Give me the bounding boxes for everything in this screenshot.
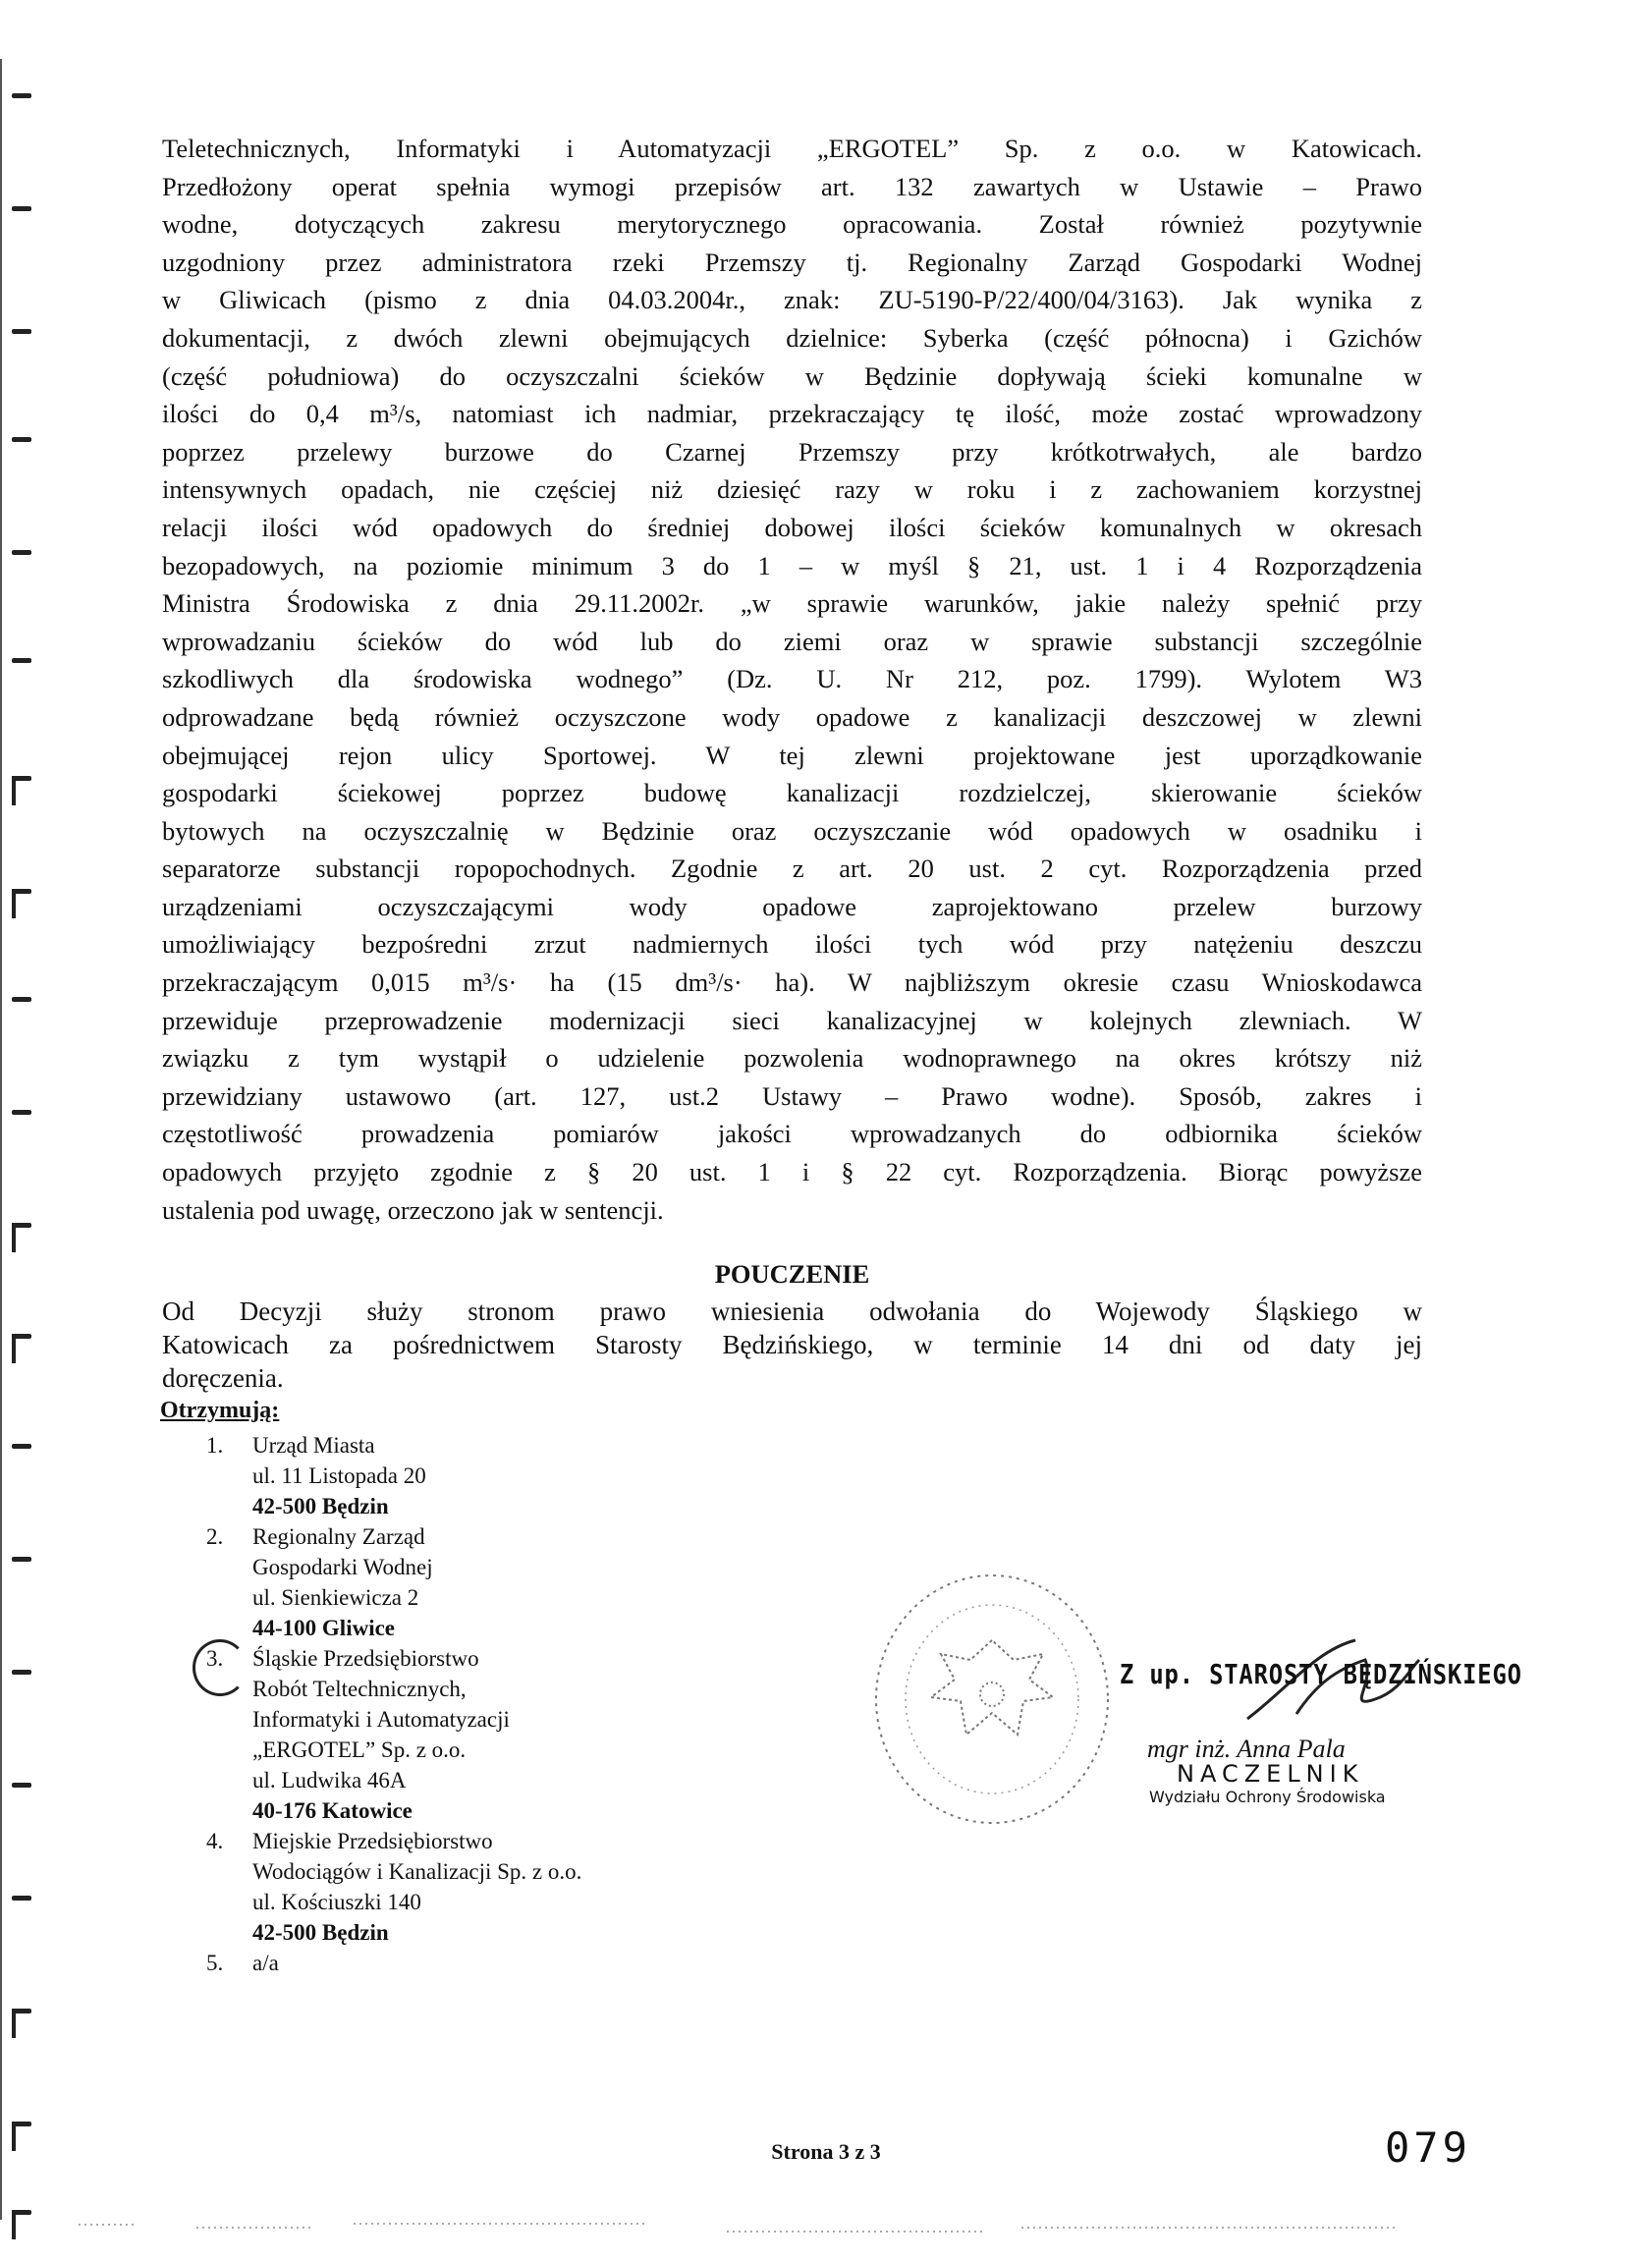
recipient-address-line: Regionalny Zarząd [252, 1524, 425, 1549]
text-line: uzgodniony przez administratora rzeki Przemszy tj. Regionalny Zarząd Gospodarki Wodnej [162, 247, 1422, 277]
punch-mark [12, 1110, 31, 1115]
text-line: intensywnych opadach, nie częściej niż dziesięć razy w roku i z zachowaniem korzystnej [162, 474, 1422, 505]
text-line: (część południowa) do oczyszczalni ścieków w Będzinie dopływają ścieki komunalne w [162, 360, 1422, 391]
official-round-stamp [864, 1562, 1129, 1837]
text-line: obejmującej rejon ulicy Sportowej. W tej zlewni projektowane jest uporządkowanie [162, 740, 1422, 770]
notice-line: Od Decyzji służy stronom prawo wniesienia odwołania do Wojewody Śląskiego w [162, 1296, 1422, 1326]
recipient-number: 1. [206, 1433, 224, 1458]
signer-role: NACZELNIK [1177, 1760, 1364, 1788]
signer-name: mgr inż. Anna Pala [1147, 1735, 1346, 1763]
text-line: separatorze substancji ropopochodnych. Zgodnie z art. 20 ust. 2 cyt. Rozporządzenia przed [162, 854, 1422, 884]
page-edge-line [0, 59, 2, 2220]
text-line: opadowych przyjęto zgodnie z § 20 ust. 1 i § 22 cyt. Rozporządzenia. Biorąc powyższe [162, 1157, 1422, 1187]
signature-block [1120, 1630, 1522, 1827]
recipient-number: 5. [206, 1951, 224, 1975]
text-line: częstotliwość prowadzenia pomiarów jakości wprowadzanych do odbiornika ścieków [162, 1119, 1422, 1149]
recipient-address-line: Miejskie Przedsiębiorstwo [252, 1829, 493, 1853]
punch-mark [12, 1334, 31, 1339]
recipient-postcode-city: 42-500 Będzin [252, 1920, 389, 1945]
recipients-list [196, 1430, 805, 1978]
recipient-number: 2. [206, 1524, 224, 1549]
recipient-address-line: a/a [252, 1951, 279, 1975]
recipient-item [196, 1643, 805, 1826]
text-line: Przedłożony operat spełnia wymogi przepisów art. 132 zawartych w Ustawie – Prawo [162, 171, 1422, 201]
notice-line: Katowicach za pośrednictwem Starosty Będzińskiego, w terminie 14 dni od daty jej [162, 1330, 1422, 1359]
text-line: relacji ilości wód opadowych do średniej dobowej ilości ścieków komunalnych w okresach [162, 512, 1422, 542]
text-line: szkodliwych dla środowiska wodnego” (Dz. U. Nr 212, poz. 1799). Wylotem W3 [162, 664, 1422, 694]
recipient-number: 4. [206, 1829, 224, 1853]
text-line: gospodarki ściekowej poprzez budowę kanalizacji rozdzielczej, skierowanie ścieków [162, 778, 1422, 808]
appeal-notice [162, 1295, 1422, 1395]
punch-mark [12, 2210, 31, 2215]
text-line: umożliwiający bezpośredni zrzut nadmiernych ilości tych wód przy natężeniu deszczu [162, 929, 1422, 960]
punch-mark [12, 1557, 31, 1562]
notice-line: doręczenia. [162, 1363, 284, 1393]
text-line: wodne, dotyczących zakresu merytorycznego opracowania. Został również pozytywnie [162, 209, 1422, 240]
recipient-address-line: Informatyki i Automatyzacji [252, 1707, 510, 1732]
text-line: ilości do 0,4 m³/s, natomiast ich nadmiar, przekraczający tę ilość, może zostać wprowadzony [162, 399, 1422, 429]
document-sheet-number: 079 [1385, 2123, 1471, 2172]
recipient-item [196, 1826, 805, 1948]
signer-department: Wydziału Ochrony Środowiska [1149, 1788, 1386, 1806]
recipient-address-line: ul. Kościuszki 140 [252, 1890, 421, 1914]
punch-mark [12, 1670, 31, 1675]
text-line: bytowych na oczyszczalnię w Będzinie oraz oczyszczanie wód opadowych w osadniku i [162, 815, 1422, 846]
punch-mark [12, 997, 31, 1002]
text-line: dokumentacji, z dwóch zlewni obejmujących dzielnice: Syberka (część północna) i Gzichów [162, 322, 1422, 353]
recipient-address-line: ul. 11 Listopada 20 [252, 1463, 426, 1488]
recipient-address-line: Urząd Miasta [252, 1433, 375, 1458]
recipient-item [196, 1521, 805, 1643]
punch-mark [12, 2122, 31, 2126]
punch-mark [12, 1783, 31, 1788]
recipient-postcode-city: 40-176 Katowice [252, 1798, 413, 1823]
punch-mark [12, 1444, 31, 1449]
text-line: odprowadzane będą również oczyszczone wody opadowe z kanalizacji deszczowej w zlewni [162, 701, 1422, 732]
recipients-label: Otrzymują: [160, 1398, 280, 1423]
recipient-item [196, 1948, 805, 1978]
recipient-address-line: ul. Sienkiewicza 2 [252, 1585, 419, 1610]
punch-mark [12, 2009, 31, 2013]
text-line: urządzeniami oczyszczającymi wody opadowe zaprojektowano przelew burzowy [162, 891, 1422, 921]
binder-margin [0, 0, 39, 2261]
text-line: wprowadzaniu ścieków do wód lub do ziemi oraz w sprawie substancji szczególnie [162, 626, 1422, 656]
recipient-item [196, 1430, 805, 1521]
punch-mark [12, 1896, 31, 1901]
recipient-number: 3. [206, 1646, 224, 1671]
recipient-address-line: Wodociągów i Kanalizacji Sp. z o.o. [252, 1859, 582, 1884]
section-heading: POUCZENIE [714, 1259, 870, 1289]
recipient-address-line: „ERGOTEL” Sp. z o.o. [252, 1737, 467, 1762]
punch-mark [12, 1223, 31, 1228]
punch-mark [12, 550, 31, 555]
recipient-address-line: Gospodarki Wodnej [252, 1555, 433, 1579]
text-line: przewiduje przeprowadzenie modernizacji sieci kanalizacyjnej w kolejnych zlewniach. W [162, 1005, 1422, 1035]
recipient-postcode-city: 42-500 Będzin [252, 1494, 389, 1518]
punch-mark [12, 329, 31, 334]
text-line: Ministra Środowiska z dnia 29.11.2002r. „w sprawie warunków, jakie należy spełnić przy [162, 588, 1422, 619]
text-line: ustalenia pod uwagę, orzeczono jak w sentencji. [162, 1194, 664, 1225]
punch-mark [12, 776, 31, 781]
text-line: w Gliwicach (pismo z dnia 04.03.2004r., znak: ZU-5190-P/22/400/04/3163). Jak wynika z [162, 285, 1422, 315]
justification-text [162, 130, 1422, 1229]
recipient-address-line: Robót Teltechnicznych, [252, 1677, 467, 1701]
punch-mark [12, 437, 31, 442]
page-number: Strona 3 z 3 [771, 2139, 881, 2164]
text-line: przekraczającym 0,015 m³/s· ha (15 dm³/s· ha). W najbliższym okresie czasu Wnioskodawca [162, 967, 1422, 998]
recipient-postcode-city: 44-100 Gliwice [252, 1616, 395, 1640]
signature-title: Z up. STAROSTY BĘDZIŃSKIEGO [1120, 1658, 1522, 1690]
recipient-address-line: ul. Ludwika 46A [252, 1768, 407, 1792]
punch-mark [12, 658, 31, 663]
punch-mark [12, 889, 31, 894]
scan-artifacts [59, 2210, 1434, 2239]
text-line: Teletechnicznych, Informatyki i Automatyzacji „ERGOTEL” Sp. z o.o. w Katowicach. [162, 134, 1422, 163]
text-line: bezopadowych, na poziomie minimum 3 do 1 – w myśl § 21, ust. 1 i 4 Rozporządzenia [162, 550, 1422, 580]
punch-mark [12, 206, 31, 211]
text-line: związku z tym wystąpił o udzielenie pozwolenia wodnoprawnego na okres krótszy niż [162, 1043, 1422, 1074]
recipient-address-line: Śląskie Przedsiębiorstwo [252, 1646, 479, 1671]
punch-mark [12, 93, 31, 98]
text-line: przewidziany ustawowo (art. 127, ust.2 Ustawy – Prawo wodne). Sposób, zakres i [162, 1080, 1422, 1111]
text-line: poprzez przelewy burzowe do Czarnej Przemszy przy krótkotrwałych, ale bardzo [162, 436, 1422, 467]
